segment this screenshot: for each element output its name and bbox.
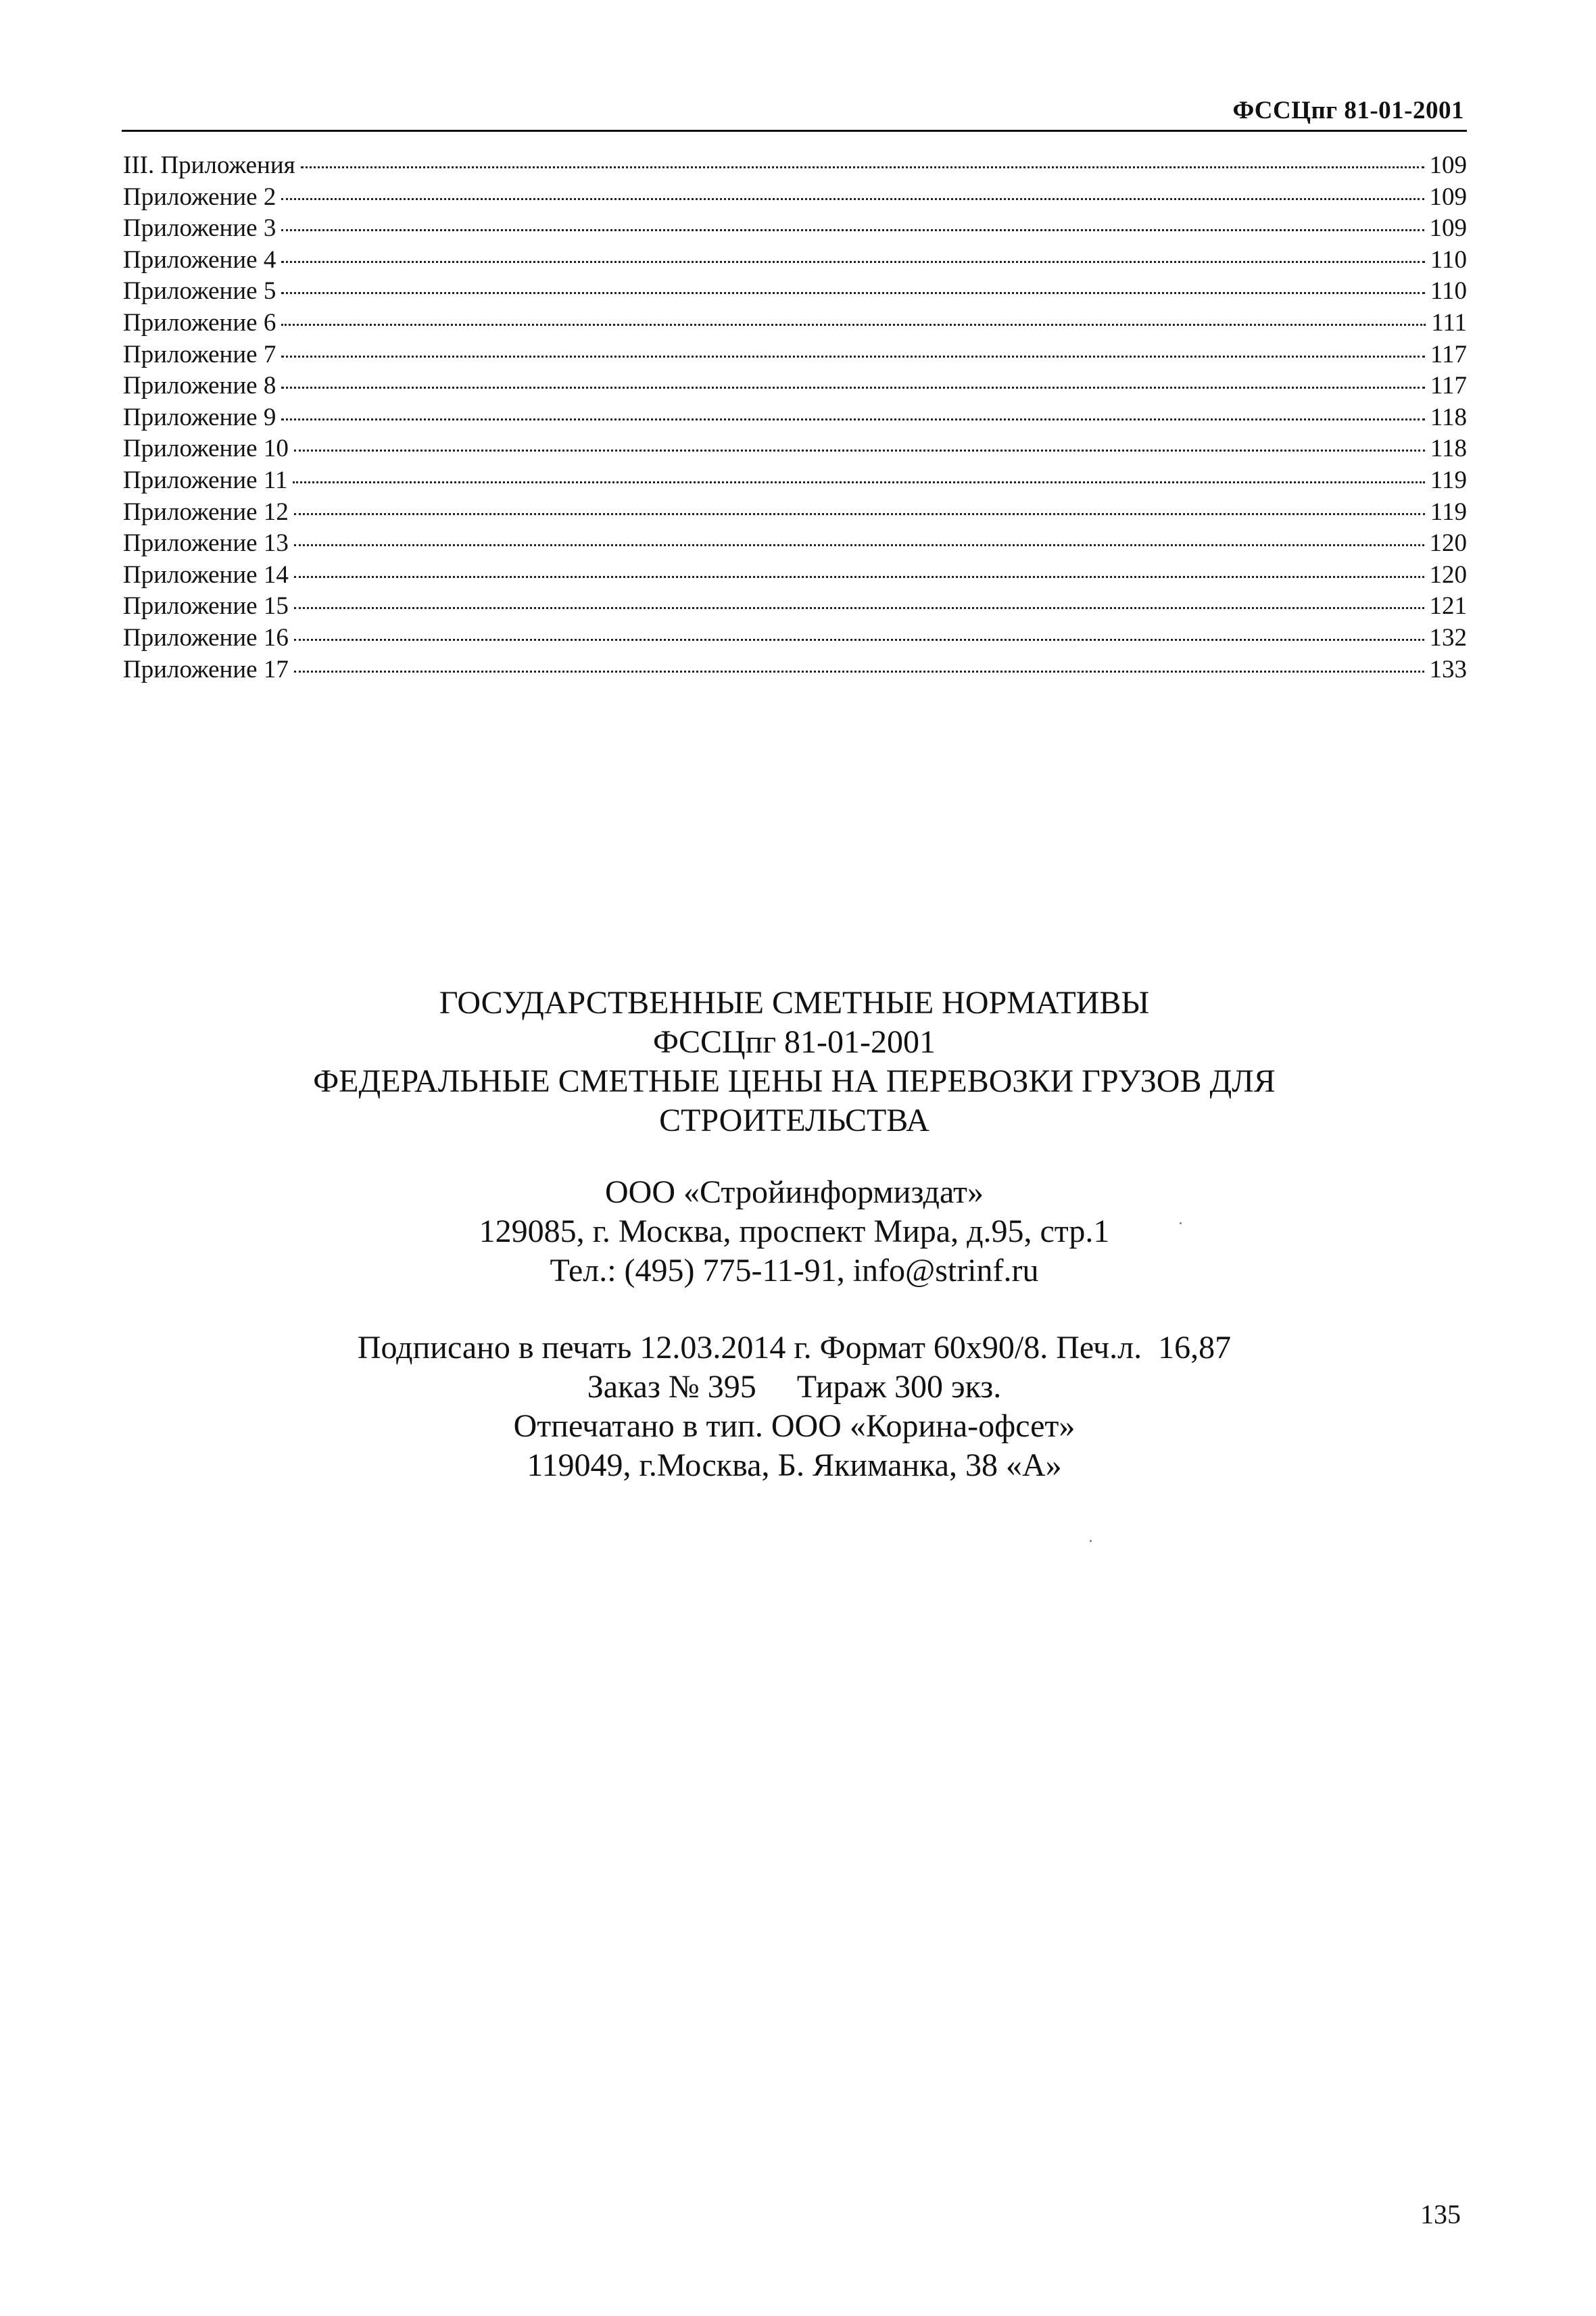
title-line-3: ФЕДЕРАЛЬНЫЕ СМЕТНЫЕ ЦЕНЫ НА ПЕРЕВОЗКИ ГРУЗОВ ДЛЯ (313, 1063, 1276, 1099)
toc-row (123, 370, 1467, 402)
toc-row (123, 623, 1467, 654)
toc-page-number: 120 (1429, 529, 1467, 558)
toc-dot-leader (294, 513, 1425, 515)
publisher-contacts: Тел.: (495) 775-11-91, info@strinf.ru (550, 1253, 1039, 1288)
toc-dot-leader (281, 261, 1425, 263)
toc-page-number: 111 (1431, 308, 1467, 337)
toc-row (123, 402, 1467, 434)
imprint-order: Заказ № 395 Тираж 300 экз. (587, 1369, 1002, 1405)
toc-row (123, 560, 1467, 592)
toc-dot-leader (281, 198, 1424, 200)
toc-page-number: 118 (1430, 403, 1467, 431)
scan-speck (1180, 1222, 1182, 1224)
toc-label: Приложение 7 (123, 340, 276, 368)
toc-dot-leader (294, 450, 1425, 452)
scan-speck (1090, 1540, 1092, 1542)
toc-dot-leader (281, 324, 1426, 326)
toc-label: Приложение 13 (123, 529, 289, 558)
page-number: 135 (1420, 2199, 1461, 2229)
toc-dot-leader (281, 292, 1425, 294)
toc-row (123, 528, 1467, 560)
toc-page-number: 132 (1429, 623, 1467, 652)
toc-row (123, 245, 1467, 276)
imprint-signed: Подписано в печать 12.03.2014 г. Формат 60х90/8. Печ.л. 16,87 (357, 1330, 1232, 1366)
toc-page-number: 117 (1430, 372, 1467, 400)
toc-label: Приложение 4 (123, 245, 276, 274)
toc-page-number: 118 (1430, 435, 1467, 463)
toc-page-number: 110 (1430, 245, 1467, 274)
header-divider (122, 130, 1467, 132)
toc-label: Приложение 2 (123, 183, 276, 211)
toc-page-number: 110 (1430, 277, 1467, 306)
imprint-printed: Отпечатано в тип. ООО «Корина-офсет» (513, 1408, 1075, 1444)
toc-page-number: 119 (1430, 466, 1467, 494)
table-of-contents (123, 150, 1467, 685)
imprint-printer-address: 119049, г.Москва, Б. Якиманка, 38 «А» (527, 1447, 1062, 1483)
toc-dot-leader (301, 166, 1424, 168)
toc-label: Приложение 17 (123, 655, 289, 683)
toc-row (123, 654, 1467, 686)
toc-label: Приложение 12 (123, 498, 289, 526)
toc-label: III. Приложения (123, 151, 295, 179)
title-line-2: ФССЦпг 81-01-2001 (653, 1024, 936, 1060)
toc-row (123, 339, 1467, 371)
toc-page-number: 133 (1429, 655, 1467, 683)
toc-label: Приложение 11 (123, 466, 288, 494)
toc-label: Приложение 16 (123, 623, 289, 652)
toc-row (123, 213, 1467, 245)
toc-row (123, 308, 1467, 339)
toc-page-number: 109 (1429, 151, 1467, 179)
toc-row (123, 433, 1467, 465)
toc-row (123, 150, 1467, 182)
toc-dot-leader (281, 418, 1425, 420)
publisher-address: 129085, г. Москва, проспект Мира, д.95, стр.1 (479, 1213, 1110, 1249)
toc-row (123, 497, 1467, 529)
document-code-header: ФССЦпг 81-01-2001 (1232, 97, 1464, 124)
toc-label: Приложение 6 (123, 308, 276, 337)
toc-dot-leader (294, 544, 1424, 546)
toc-dot-leader (293, 481, 1424, 483)
toc-label: Приложение 9 (123, 403, 276, 431)
toc-dot-leader (294, 576, 1424, 578)
toc-label: Приложение 3 (123, 214, 276, 243)
toc-row (123, 465, 1467, 497)
toc-label: Приложение 10 (123, 435, 289, 463)
toc-dot-leader (294, 607, 1424, 609)
toc-dot-leader (281, 387, 1425, 389)
toc-page-number: 119 (1430, 498, 1467, 526)
title-line-1: ГОСУДАРСТВЕННЫЕ СМЕТНЫЕ НОРМАТИВЫ (439, 985, 1150, 1021)
toc-dot-leader (294, 671, 1424, 673)
toc-page-number: 117 (1430, 340, 1467, 368)
toc-dot-leader (294, 639, 1424, 641)
toc-label: Приложение 8 (123, 372, 276, 400)
title-block (122, 984, 1467, 1140)
toc-page-number: 120 (1429, 560, 1467, 589)
imprint-block (122, 1328, 1467, 1485)
toc-row (123, 591, 1467, 623)
toc-row (123, 276, 1467, 308)
toc-label: Приложение 14 (123, 560, 289, 589)
toc-dot-leader (281, 356, 1425, 358)
publisher-name: ООО «Стройинформиздат» (605, 1174, 984, 1210)
toc-page-number: 109 (1429, 183, 1467, 211)
toc-page-number: 109 (1429, 214, 1467, 243)
toc-page-number: 121 (1429, 592, 1467, 621)
toc-label: Приложение 15 (123, 592, 289, 621)
title-line-4: СТРОИТЕЛЬСТВА (659, 1103, 929, 1138)
toc-label: Приложение 5 (123, 277, 276, 306)
toc-dot-leader (281, 229, 1424, 231)
publisher-block (122, 1173, 1467, 1290)
toc-row (123, 182, 1467, 214)
